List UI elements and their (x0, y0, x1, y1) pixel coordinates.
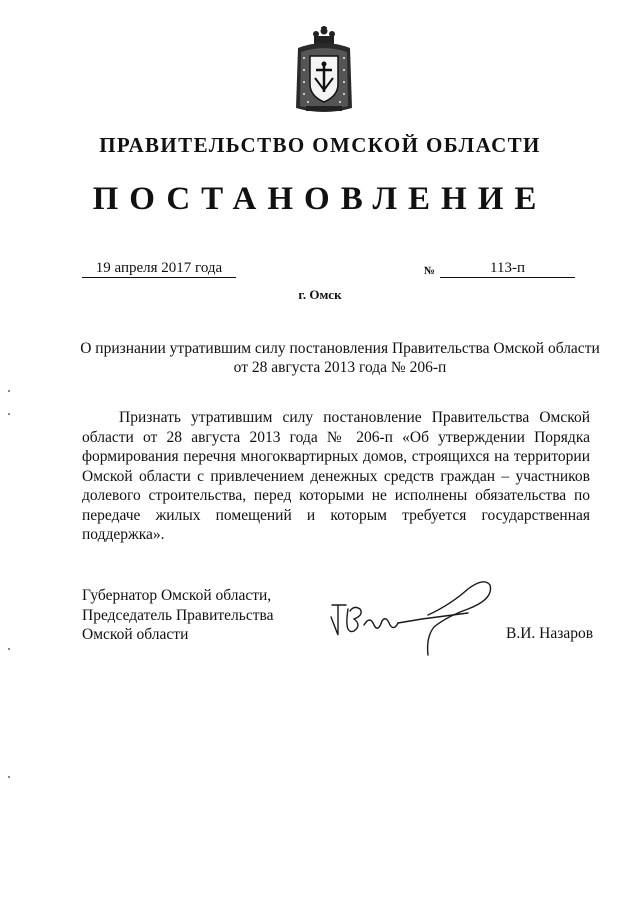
document-type-heading: ПОСТАНОВЛЕНИЕ (92, 181, 548, 217)
organization-title: ПРАВИТЕЛЬСТВО ОМСКОЙ ОБЛАСТИ (99, 133, 541, 157)
document-date: 19 апреля 2017 года (82, 259, 236, 278)
margin-mark (8, 413, 10, 415)
margin-mark (8, 648, 10, 650)
signatory-title-line: Омской области (82, 626, 189, 643)
body-paragraph: Признать утратившим силу постановление Правительства Омской области от 28 августа 2013 года № 206-п «Об утверждении Порядка формирования перечня многоквартирных домов, строящихся на территории Омской области с привлечением денежных средств граждан – участников долевого строительства, перед которыми не исполнены обязательства по передаче жилых помещений и которым требуется государственная поддержка». (82, 409, 590, 543)
signatory-title-line: Председатель Правительства (82, 606, 274, 624)
city-label: г. Омск (298, 287, 342, 302)
document-number: 113-п (440, 259, 575, 278)
number-label: № (424, 265, 436, 277)
document-subject (60, 339, 620, 377)
signatory-title-line: Губернатор Омской области, (82, 587, 272, 604)
subject-line: О признании утратившим силу постановления Правительства Омской области (80, 340, 600, 357)
subject-line: от 28 августа 2013 года № 206-п (233, 359, 447, 376)
signatory-name: В.И. Назаров (506, 625, 594, 642)
handwritten-signature (318, 575, 503, 660)
signatory-title (82, 586, 274, 645)
margin-mark (8, 390, 10, 392)
margin-mark (8, 776, 10, 778)
coat-of-arms-icon (292, 26, 356, 116)
